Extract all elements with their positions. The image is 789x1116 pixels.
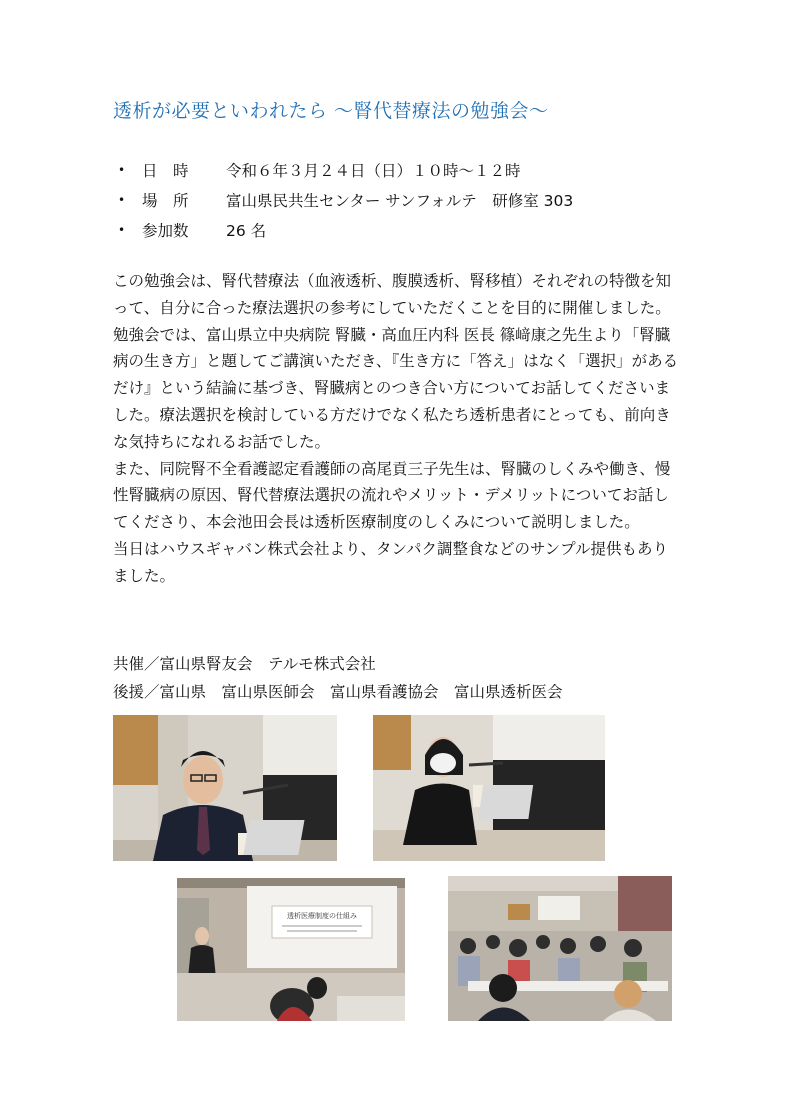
report-body bbox=[113, 268, 683, 590]
info-row-attendance bbox=[118, 215, 573, 245]
slide-title: 透析医療制度の仕組み bbox=[287, 912, 357, 920]
paragraph: 勉強会では、富山県立中央病院 腎臓・高血圧内科 医長 篠﨑康之先生より「腎臓病の生き方」と題してご講演いただき、『生き方に「答え」はなく「選択」があるだけ』という結論に基づき、腎臓病とのつき合い方についてお話してくださいました。療法選択を検討している方だけでなく私たち透析患者にとっても、前向きな気持ちになれるお話でした。 bbox=[113, 325, 679, 451]
paragraph: また、同院腎不全看護認定看護師の高尾貢三子先生は、腎臓のしくみや働き、慢性腎臓病の原因、腎代替療法選択の流れやメリット・デメリットについてお話してくださり、本会池田会長は透析医療制度のしくみについて説明しました。 bbox=[113, 459, 671, 532]
bullet-icon: • bbox=[118, 223, 126, 237]
page-title: 透析が必要といわれたら ～腎代替療法の勉強会～ bbox=[113, 100, 549, 122]
bullet-icon: • bbox=[118, 163, 126, 177]
photo-audience bbox=[448, 876, 672, 1021]
paragraph: 当日はハウスギャバン株式会社より、タンパク調整食などのサンプル提供もありました。 bbox=[113, 539, 669, 585]
event-info-list bbox=[118, 155, 573, 245]
info-label: 場 所 bbox=[142, 192, 189, 210]
paragraph: この勉強会は、腎代替療法（血液透析、腹膜透析、腎移植）それぞれの特徴を知って、自分に合った療法選択の参考にしていただくことを目的に開催しました。 bbox=[113, 272, 672, 317]
photo-speaker-nurse bbox=[373, 715, 605, 861]
info-row-date bbox=[118, 155, 573, 185]
info-row-place bbox=[118, 185, 573, 215]
info-value: 令和６年３月２４日（日）１０時～１２時 bbox=[226, 162, 521, 180]
support-line: 後援／富山県 富山県医師会 富山県看護協会 富山県透析医会 bbox=[113, 683, 563, 701]
photo-presentation-slide bbox=[177, 878, 405, 1021]
info-label: 日 時 bbox=[142, 162, 189, 180]
credits bbox=[113, 650, 563, 706]
cohost-line: 共催／富山県腎友会 テルモ株式会社 bbox=[113, 655, 376, 673]
bullet-icon: • bbox=[118, 193, 126, 207]
info-label: 参加数 bbox=[142, 222, 189, 240]
info-value: 26 名 bbox=[226, 222, 267, 240]
photo-speaker-doctor bbox=[113, 715, 337, 861]
info-value: 富山県民共生センター サンフォルテ 研修室 303 bbox=[226, 192, 574, 210]
